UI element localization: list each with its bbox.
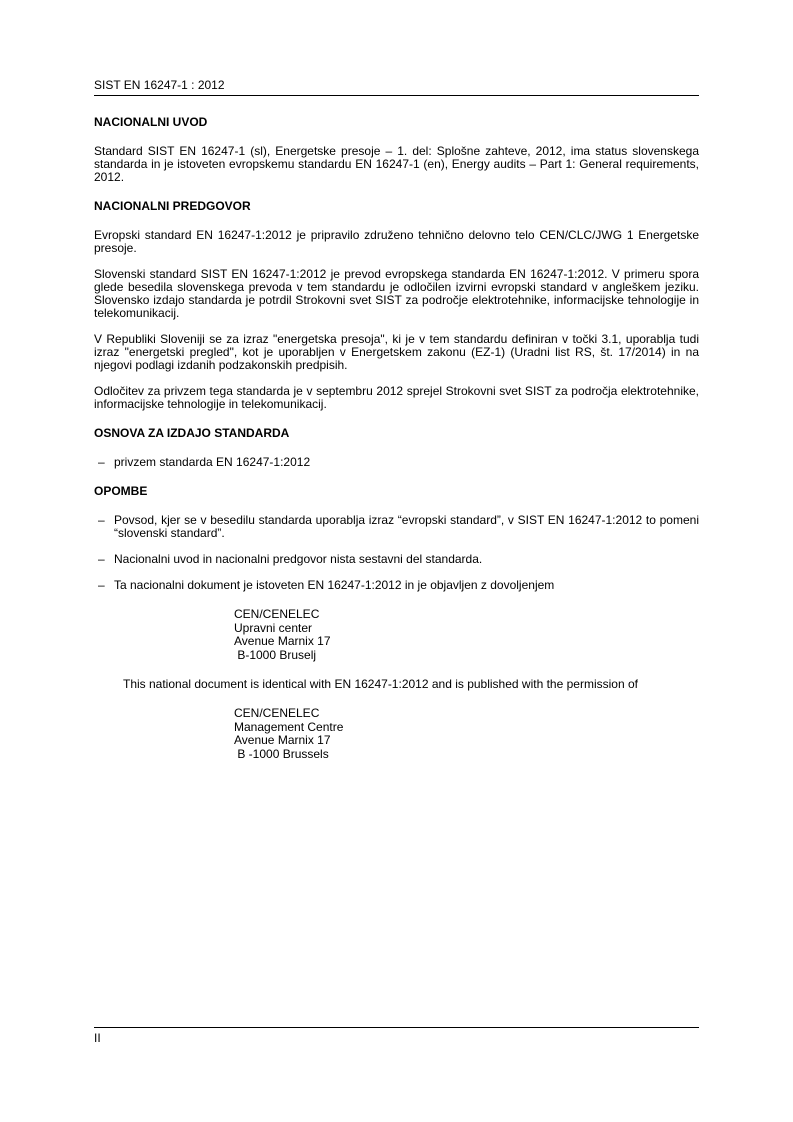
nacionalni-uvod-text: Standard SIST EN 16247-1 (sl), Energetske presoje – 1. del: Splošne zahteve, 2012, ima status slovenskega standarda in je istoveten evropskemu standardu EN 16247-1 (en), Energy audits – Part 1: General requirements, 2012.: [94, 144, 699, 184]
predgovor-paragraph-1: Evropski standard EN 16247-1:2012 je pripravilo združeno tehnično delovno telo CEN/CLC/JWG 1 Energetske presoje.: [94, 228, 699, 255]
dash-bullet: –: [98, 455, 105, 469]
document-code-header: SIST EN 16247-1 : 2012: [94, 78, 225, 92]
dash-bullet: –: [98, 578, 105, 592]
list-item: [94, 579, 699, 592]
english-permission-note: This national document is identical with EN 16247-1:2012 and is published with the permission of: [123, 677, 638, 691]
address-line: B -1000 Brussels: [234, 746, 329, 761]
heading-osnova: OSNOVA ZA IZDAJO STANDARDA: [94, 426, 290, 440]
address-line: Management Centre: [234, 719, 344, 734]
address-line: CEN/CENELEC: [234, 607, 320, 621]
footer-divider: [94, 1027, 699, 1028]
address-line: B-1000 Bruselj: [234, 647, 317, 662]
dash-bullet: –: [98, 513, 105, 527]
predgovor-paragraph-3: V Republiki Sloveniji se za izraz "energetska presoja", ki je v tem standardu definiran v točki 3.1, uporablja tudi izraz "energetski pregled", kot je uporabljen v Energetskem zakonu (EZ-1) (Uradni list RS, št. 17/2014) in na njegovi podlagi izdanih podzakonskih predpisih.: [94, 332, 699, 372]
osnova-item-text: privzem standarda EN 16247-1:2012: [114, 455, 311, 469]
page-number: II: [94, 1031, 101, 1045]
predgovor-paragraph-2: Slovenski standard SIST EN 16247-1:2012 je prevod evropskega standarda EN 16247-1:2012. V primeru spora glede besedila slovenskega prevoda v tem standardu je odločilen izvirni evropski standard v angleškem jeziku. Slovensko izdajo standarda je potrdil Strokovni svet SIST za področje elektrotehnike, informacijske tehnologije in telekomunikacij.: [94, 267, 699, 320]
address-line: Avenue Marnix 17: [234, 733, 331, 747]
opombe-list: [94, 514, 699, 592]
heading-nacionalni-predgovor: NACIONALNI PREDGOVOR: [94, 199, 251, 213]
opombe-item-text: Nacionalni uvod in nacionalni predgovor nista sestavni del standarda.: [114, 552, 483, 566]
opombe-item-text: Povsod, kjer se v besedilu standarda uporablja izraz “evropski standard”, v SIST EN 16247-1:2012 to pomeni “slovenski standard”.: [114, 513, 699, 540]
heading-nacionalni-uvod: NACIONALNI UVOD: [94, 115, 208, 129]
list-item: [94, 553, 699, 566]
dash-bullet: –: [98, 552, 105, 566]
opombe-item-text: Ta nacionalni dokument je istoveten EN 16247-1:2012 in je objavljen z dovoljenjem: [114, 578, 555, 592]
osnova-list: [94, 456, 699, 469]
header-divider: [94, 95, 699, 96]
predgovor-paragraph-4: Odločitev za privzem tega standarda je v septembru 2012 sprejel Strokovni svet SIST za področja elektrotehnike, informacijske tehnologije in telekomunikacij.: [94, 384, 699, 411]
heading-opombe: OPOMBE: [94, 484, 148, 498]
page-content: [94, 116, 699, 777]
address-line: Avenue Marnix 17: [234, 634, 331, 648]
address-line: CEN/CENELEC: [234, 706, 320, 720]
address-block-en: [94, 707, 699, 761]
list-item: [94, 514, 699, 540]
address-line: Upravni center: [234, 620, 313, 635]
address-block-sl: [94, 608, 699, 662]
list-item: [94, 456, 699, 469]
